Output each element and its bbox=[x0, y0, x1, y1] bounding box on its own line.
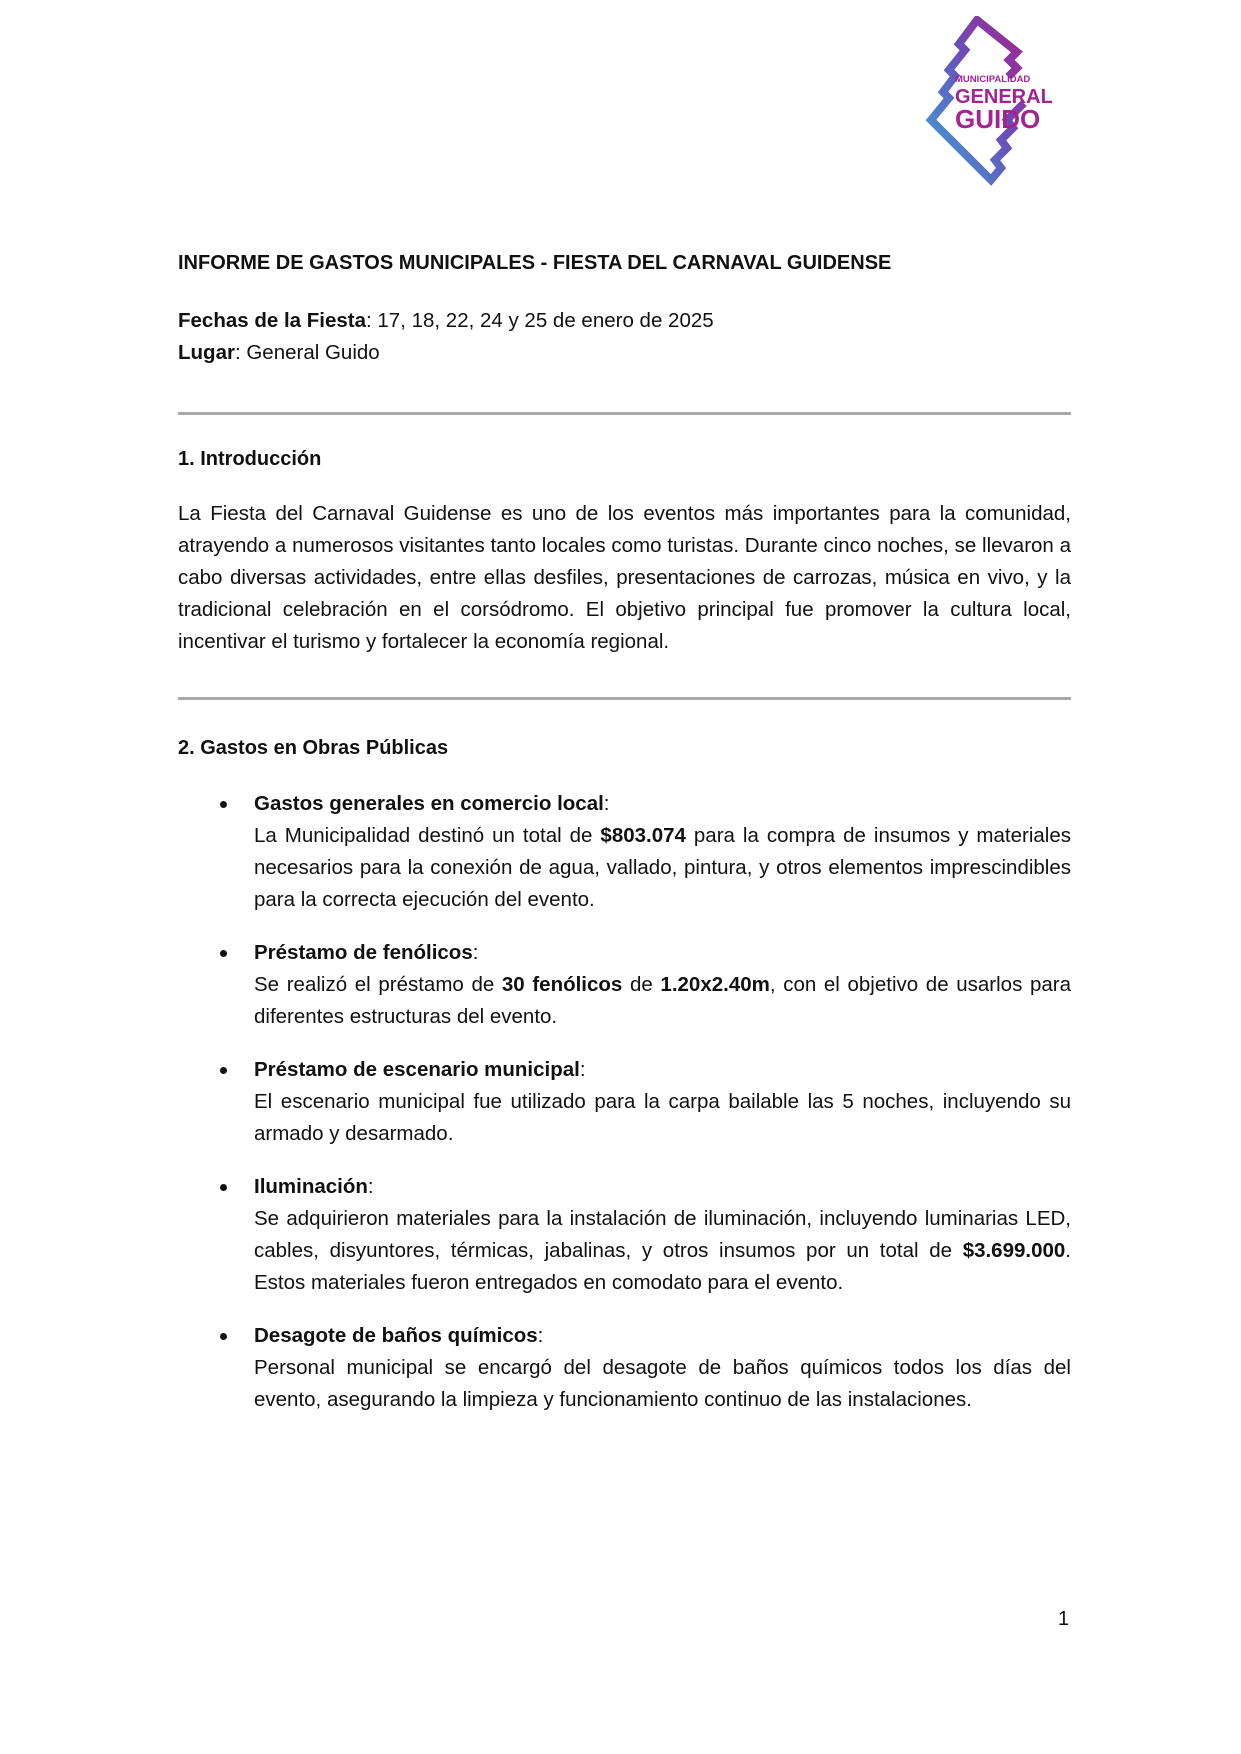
item-text: . Estos materiales fueron entregados en comodato para el evento. bbox=[254, 1239, 1071, 1294]
municipality-logo bbox=[925, 16, 1065, 192]
item-text: de bbox=[622, 973, 661, 996]
item-title: Gastos generales en comercio local bbox=[254, 792, 604, 815]
item-text: Se realizó el préstamo de bbox=[254, 973, 502, 996]
dates-line bbox=[178, 305, 1071, 337]
item-body bbox=[254, 1086, 1071, 1150]
item-body bbox=[254, 969, 1071, 1033]
item-title: Desagote de baños químicos bbox=[254, 1324, 538, 1347]
section2-heading: 2. Gastos en Obras Públicas bbox=[178, 737, 449, 759]
logo-text-2: GENERAL bbox=[955, 86, 1053, 108]
dates-label: Fechas de la Fiesta bbox=[178, 309, 367, 332]
item-title-line bbox=[254, 1054, 1071, 1086]
item-colon: : bbox=[472, 941, 479, 964]
logo-graphic bbox=[925, 16, 1065, 192]
item-colon: : bbox=[537, 1324, 544, 1347]
bullet-icon bbox=[220, 1184, 227, 1191]
item-dimensions: 1.20x2.40m bbox=[660, 973, 770, 996]
report-title: INFORME DE GASTOS MUNICIPALES - FIESTA DEL CARNAVAL GUIDENSE bbox=[178, 252, 892, 274]
bullet-icon bbox=[220, 1333, 227, 1340]
item-title-line bbox=[254, 788, 1071, 820]
item-text: Personal municipal se encargó del desagote de baños químicos todos los días del evento, asegurando la limpieza y funcionamiento continuo de las instalaciones. bbox=[254, 1356, 1071, 1411]
divider bbox=[178, 412, 1071, 415]
list-item bbox=[178, 788, 1071, 916]
divider bbox=[178, 697, 1071, 700]
page-number: 1 bbox=[1058, 1608, 1070, 1630]
item-amount: $803.074 bbox=[600, 824, 686, 847]
bullet-icon bbox=[220, 801, 227, 808]
item-text: para la compra de insumos y materiales necesarios para la conexión de agua, vallado, pintura, y otros elementos imprescindibles para la correcta ejecución del evento. bbox=[254, 824, 1071, 911]
item-title: Iluminación bbox=[254, 1175, 368, 1198]
logo-text-1: MUNICIPALIDAD bbox=[955, 74, 1031, 85]
item-text: El escenario municipal fue utilizado para la carpa bailable las 5 noches, incluyendo su armado y desarmado. bbox=[254, 1090, 1071, 1145]
item-colon: : bbox=[579, 1058, 586, 1081]
list-item bbox=[178, 1054, 1071, 1150]
place-label: Lugar bbox=[178, 341, 235, 364]
bullet-icon bbox=[220, 1067, 227, 1074]
item-text: , con el objetivo de usarlos para diferentes estructuras del evento. bbox=[254, 973, 1071, 1028]
item-quantity: 30 fenólicos bbox=[501, 973, 623, 996]
item-title: Préstamo de escenario municipal bbox=[254, 1058, 580, 1081]
place-line bbox=[178, 337, 1071, 369]
intro-paragraph bbox=[178, 498, 1071, 658]
logo-text-3: GUIDO bbox=[955, 104, 1041, 134]
place-value: : General Guido bbox=[234, 341, 380, 364]
report-meta bbox=[178, 305, 1071, 369]
expense-list bbox=[178, 788, 1071, 1437]
item-text: Se adquirieron materiales para la instalación de iluminación, incluyendo luminarias LED, cables, disyuntores, térmicas, jabalinas, y otros insumos por un total de bbox=[254, 1207, 1071, 1262]
intro-heading: 1. Introducción bbox=[178, 448, 322, 470]
item-title-line bbox=[254, 1171, 1071, 1203]
list-item bbox=[178, 1171, 1071, 1299]
item-title-line bbox=[254, 937, 1071, 969]
dates-value: : 17, 18, 22, 24 y 25 de enero de 2025 bbox=[366, 309, 714, 332]
item-body bbox=[254, 1203, 1071, 1299]
item-amount: $3.699.000 bbox=[962, 1239, 1066, 1262]
item-colon: : bbox=[367, 1175, 374, 1198]
list-item bbox=[178, 1320, 1071, 1416]
item-body bbox=[254, 1352, 1071, 1416]
bullet-icon bbox=[220, 950, 227, 957]
item-title: Préstamo de fenólicos bbox=[254, 941, 473, 964]
item-colon: : bbox=[603, 792, 610, 815]
item-title-line bbox=[254, 1320, 1071, 1352]
intro-body: La Fiesta del Carnaval Guidense es uno de los eventos más importantes para la comunidad, atrayendo a numerosos visitantes tanto locales como turistas. Durante cinco noches, se llevaron a cabo diversas actividades, entre ellas desfiles, presentaciones de carrozas, música en vivo, y la tradicional celebración en el corsódromo. El objetivo principal fue promover la cultura local, incentivar el turismo y fortalecer la economía regional. bbox=[178, 502, 1071, 653]
item-text: La Municipalidad destinó un total de bbox=[254, 824, 601, 847]
list-item bbox=[178, 937, 1071, 1033]
item-body bbox=[254, 820, 1071, 916]
